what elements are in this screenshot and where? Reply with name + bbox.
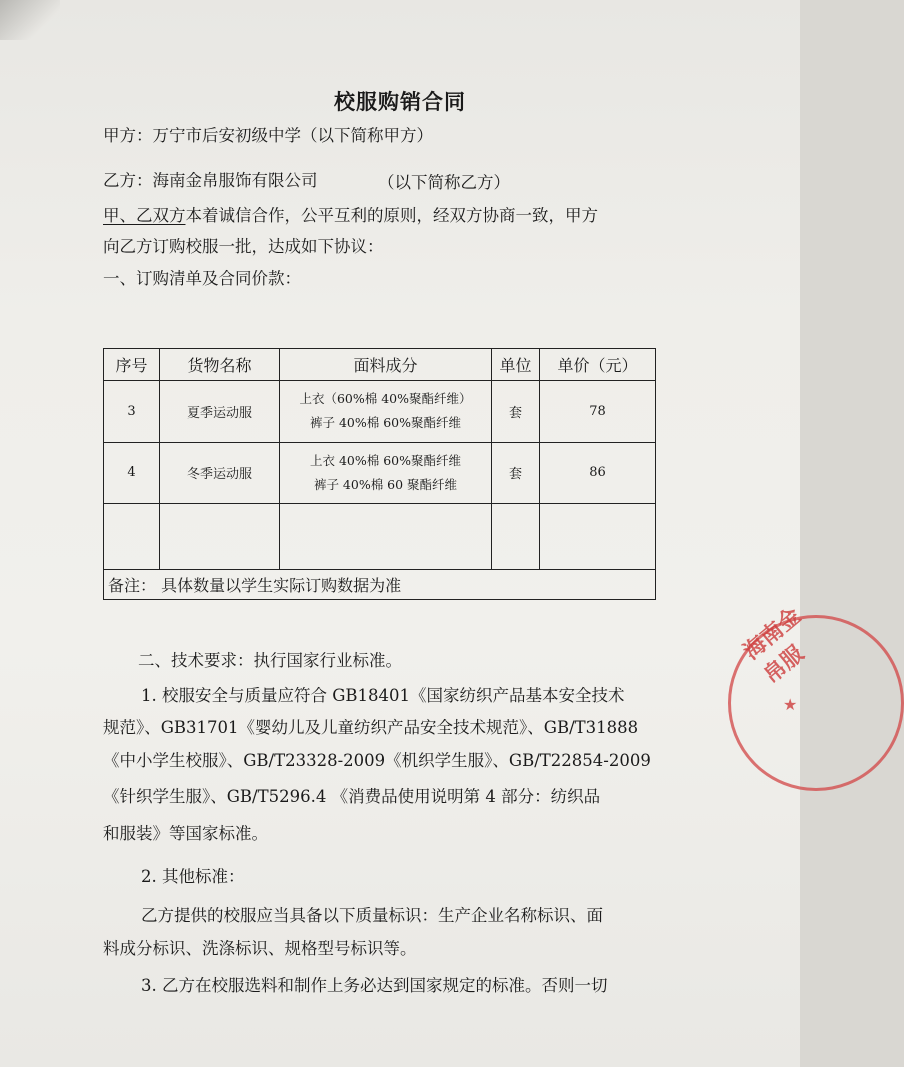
row-no: 3 xyxy=(104,380,160,442)
parties-underlined: 甲、乙双方 xyxy=(103,206,186,225)
document-title: 校服购销合同 xyxy=(334,90,466,114)
intro-line-1-rest: 本着诚信合作，公平互利的原则，经双方协商一致，甲方 xyxy=(185,206,598,225)
section-2-p1-line-2: 规范》、GB31701《婴幼儿及儿童纺织产品安全技术规范》、GB/T31888 xyxy=(103,718,639,737)
fabric-pants: 裤子 40%棉 60 聚酯纤维 xyxy=(313,476,458,492)
row-price: 86 xyxy=(540,442,656,504)
intro-line-2: 向乙方订购校服一批，达成如下协议： xyxy=(103,237,384,256)
header-price: 单价（元） xyxy=(540,349,656,381)
section-2-p1-line-1: 1. 校服安全与质量应符合 GB18401《国家纺织产品基本安全技术 xyxy=(141,686,625,705)
row-name: 冬季运动服 xyxy=(160,442,280,504)
table-header-row xyxy=(104,349,656,381)
section-2-heading: 二、技术要求：执行国家行业标准。 xyxy=(138,651,402,670)
section-2-p1-line-4: 《针织学生服》、GB/T5296.4 《消费品使用说明第 4 部分：纺织品 xyxy=(103,787,601,806)
intro-line-1 xyxy=(103,205,598,227)
section-2-p2-heading: 2. 其他标准： xyxy=(141,867,245,886)
table-row xyxy=(104,380,656,442)
header-fabric: 面料成分 xyxy=(280,349,492,381)
seal-text: 海南金帛服 xyxy=(739,603,809,689)
section-2-p2-line-1: 乙方提供的校服应当具备以下质量标识：生产企业名称标识、面 xyxy=(141,906,603,925)
row-name: 夏季运动服 xyxy=(160,380,280,442)
page-shadow xyxy=(0,0,60,40)
table-remark: 备注： 具体数量以学生实际订购数据为准 xyxy=(104,570,656,600)
row-no: 4 xyxy=(104,442,160,504)
row-fabric xyxy=(280,442,492,504)
party-a-line: 甲方：万宁市后安初级中学（以下简称甲方） xyxy=(103,126,433,145)
table-remark-row xyxy=(104,570,656,600)
party-b-note: （以下简称乙方） xyxy=(378,173,510,192)
section-2-p1-line-3: 《中小学生校服》、GB/T23328-2009《机织学生服》、GB/T22854-2009 xyxy=(103,751,651,770)
header-no: 序号 xyxy=(104,349,160,381)
section-2-p3-line-1: 3. 乙方在校服选料和制作上务必达到国家规定的标准。否则一切 xyxy=(141,976,608,995)
section-2-p1-line-5: 和服装》等国家标准。 xyxy=(103,824,268,843)
seal-star-icon: ★ xyxy=(783,695,798,714)
header-unit: 单位 xyxy=(492,349,540,381)
row-unit: 套 xyxy=(492,380,540,442)
section-1-heading: 一、订购清单及合同价款： xyxy=(103,269,301,288)
row-unit: 套 xyxy=(492,442,540,504)
party-b-name: 乙方：海南金帛服饰有限公司 xyxy=(103,171,318,190)
fabric-top: 上衣（60%棉 40%聚酯纤维） xyxy=(299,391,472,407)
row-fabric xyxy=(280,380,492,442)
row-price: 78 xyxy=(540,380,656,442)
table-row-empty xyxy=(104,504,656,570)
section-2-p2-line-2: 料成分标识、洗涤标识、规格型号标识等。 xyxy=(103,939,417,958)
order-table xyxy=(103,348,656,600)
fabric-top: 上衣 40%棉 60%聚酯纤维 xyxy=(309,452,461,468)
header-name: 货物名称 xyxy=(160,349,280,381)
table-row xyxy=(104,442,656,504)
fabric-pants: 裤子 40%棉 60%聚酯纤维 xyxy=(309,415,461,431)
